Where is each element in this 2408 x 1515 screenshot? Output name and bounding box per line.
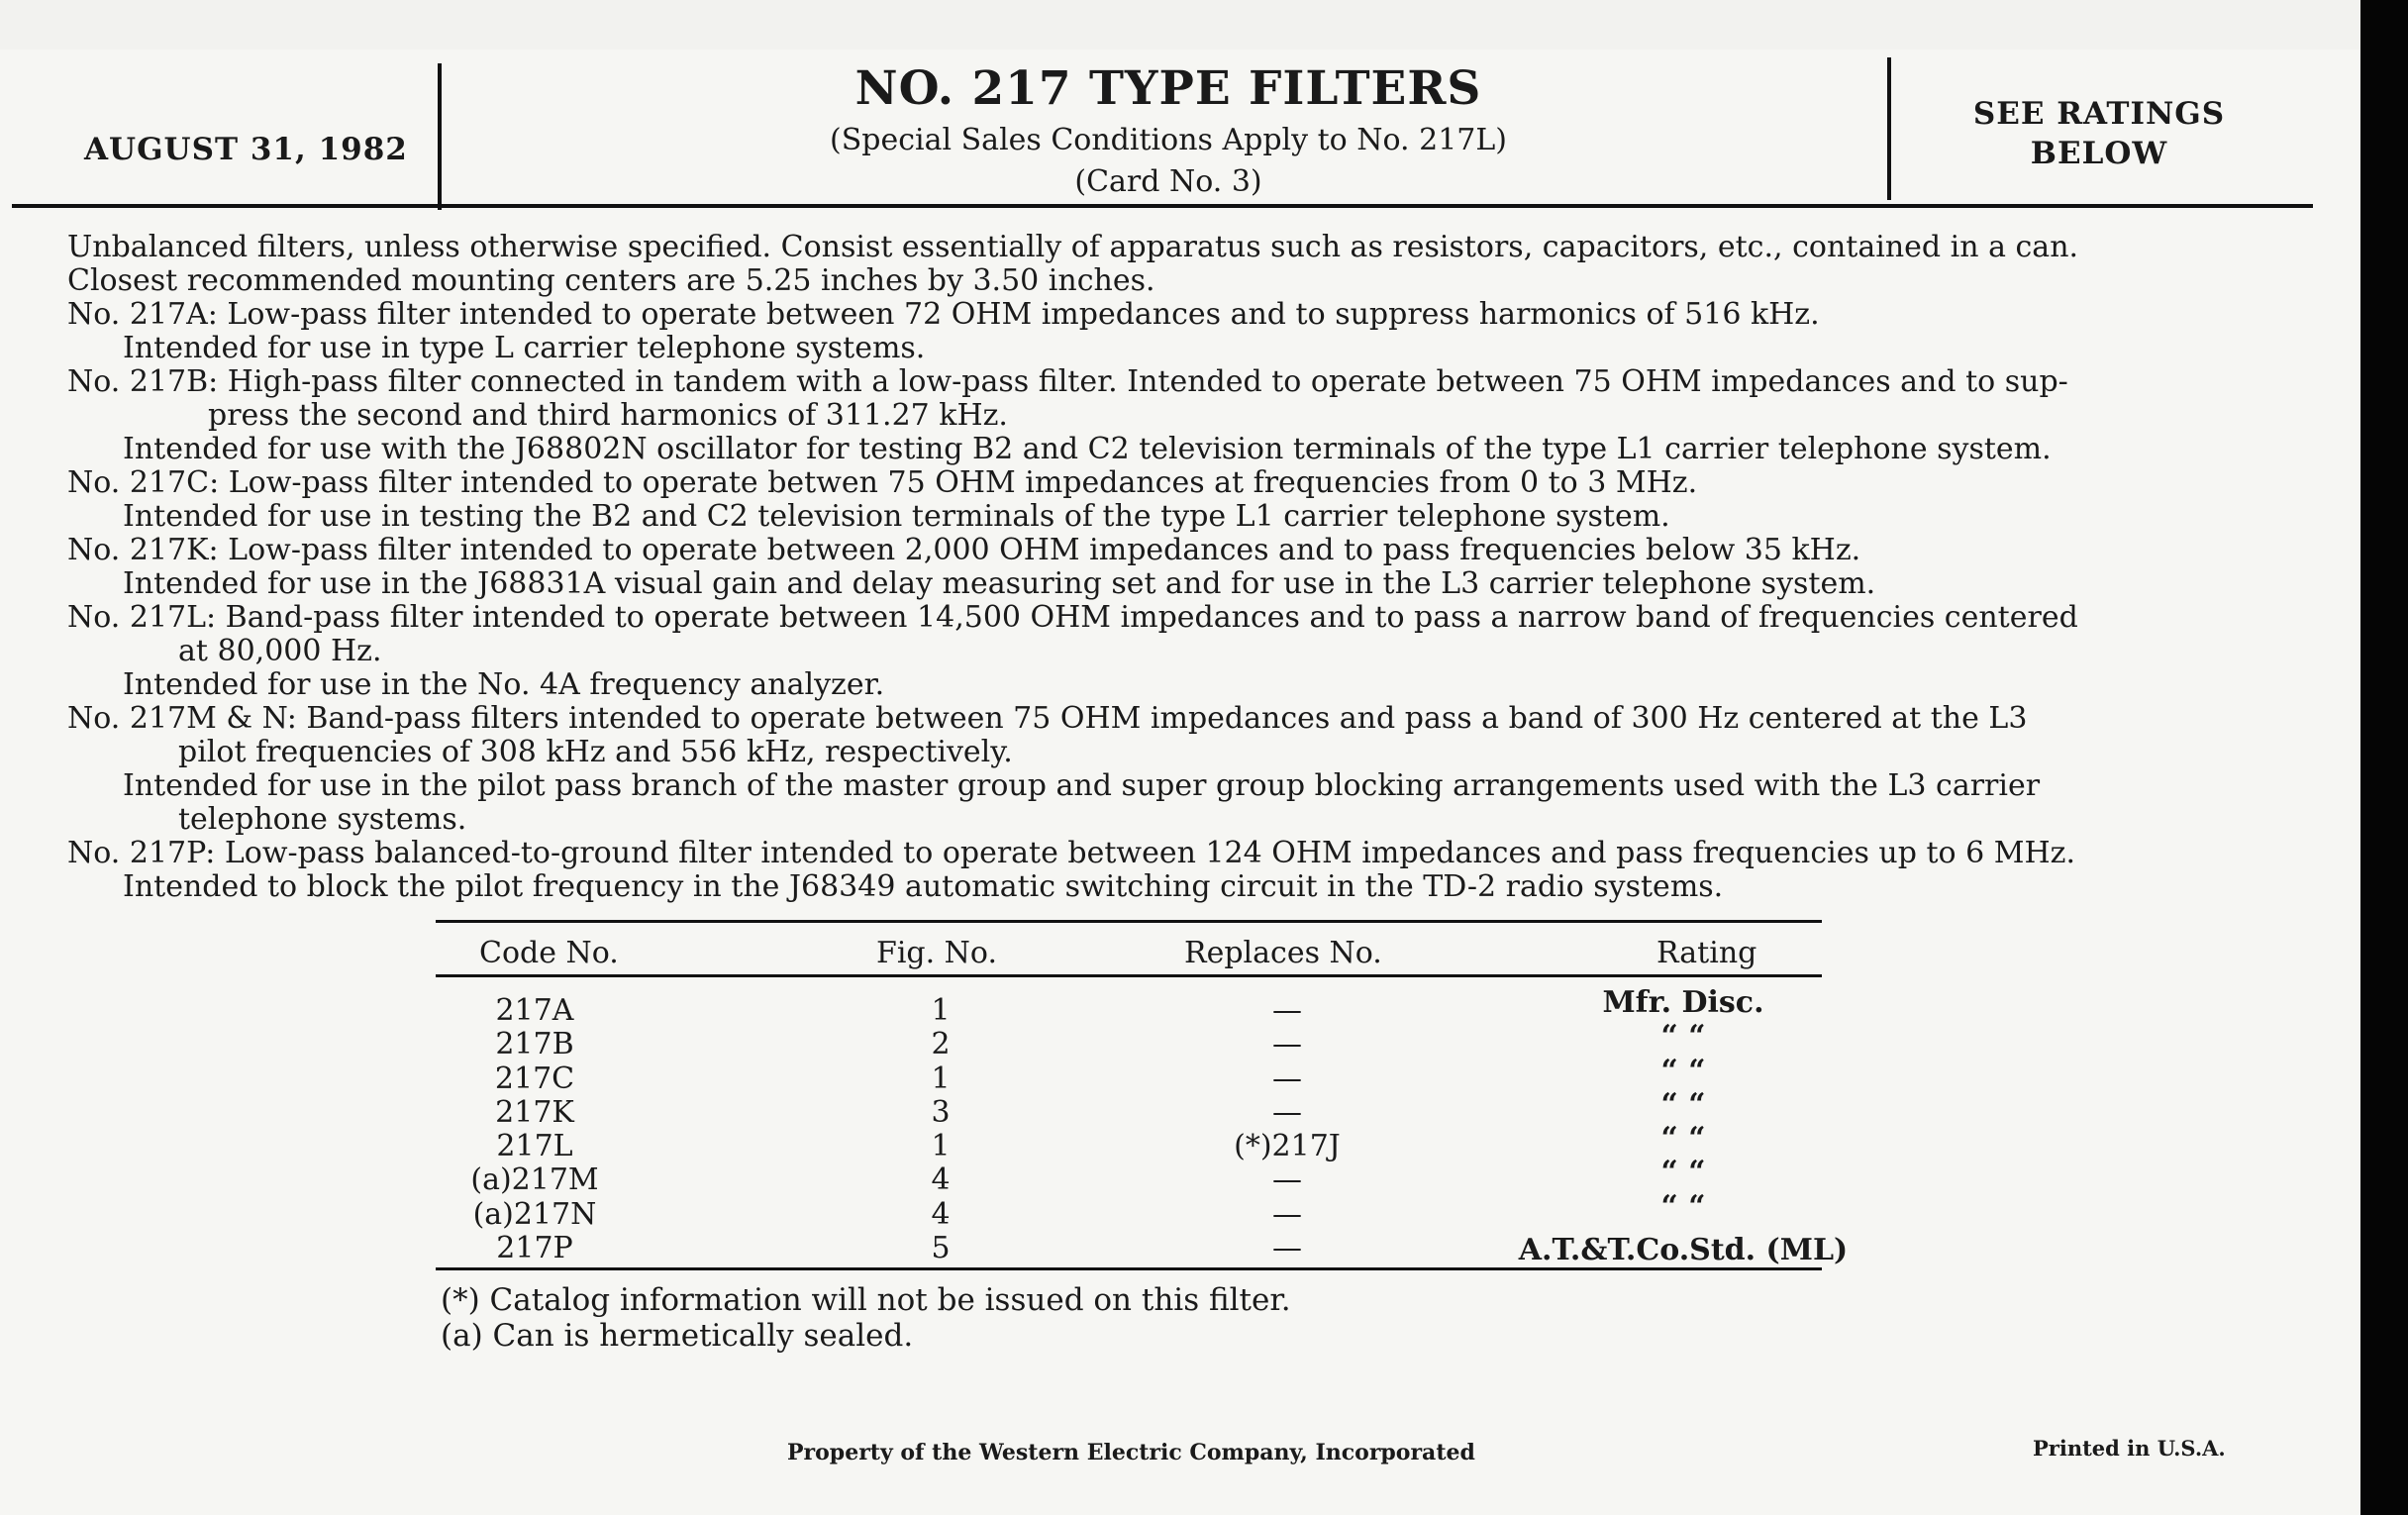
code-cell: 217C [494,1060,575,1096]
rating-cell: “ “ [1660,1121,1706,1157]
body-line: at 80,000 Hz. [178,634,382,668]
code-cell: 217B [495,1027,574,1062]
replaces-cell: — [1272,993,1302,1028]
fig-cell: 2 [931,1027,951,1062]
rating-cell: “ “ [1660,1086,1706,1122]
body-line: pilot frequencies of 308 kHz and 556 kHz, respectively. [178,735,1013,769]
body-line: Intended to block the pilot frequency in the J68349 automatic switching circuit in the TD-2 radio systems. [123,869,1724,904]
note-catalog: (*) Catalog information will not be issued on this filter. [441,1282,1291,1318]
table-bottom-rule [436,1267,1822,1270]
note-hermetic: (a) Can is hermetically sealed. [441,1318,914,1354]
code-cell: 217P [496,1231,573,1266]
table-notes [441,1282,1291,1354]
header-ratings [1891,94,2307,173]
col-header-fig: Fig. No. [876,936,998,970]
rating-cell: “ “ [1660,1155,1706,1190]
body-line: No. 217P: Low-pass balanced-to-ground filter intended to operate between 124 OHM impedances and pass frequencies up to 6 MHz. [67,836,2075,870]
body-line: Intended for use in testing the B2 and C2 television terminals of the type L1 carrier telephone system. [123,499,1670,534]
body-line: Closest recommended mounting centers are 5.25 inches by 3.50 inches. [67,263,1155,298]
replaces-cell: — [1272,1231,1302,1266]
body-line: press the second and third harmonics of 311.27 kHz. [208,398,1008,433]
body-line: Unbalanced filters, unless otherwise specified. Consist essentially of apparatus such as resistors, capacitors, etc., contained in a can. [67,230,2079,264]
replaces-cell: — [1272,1027,1302,1062]
body-line: No. 217L: Band-pass filter intended to operate between 14,500 OHM impedances and to pass a narrow band of frequencies centered [67,600,2078,635]
code-cell: 217L [496,1129,573,1164]
body-line: telephone systems. [178,802,467,837]
footer-property: Property of the Western Electric Company, Incorporated [787,1440,1475,1465]
footer-printed: Printed in U.S.A. [2033,1436,2226,1461]
subtitle-sales-conditions: (Special Sales Conditions Apply to No. 217L) [830,123,1507,157]
table-top-rule [436,920,1822,923]
top-strip [0,0,2360,50]
fig-column [891,994,990,1265]
fig-cell: 4 [931,1162,951,1198]
fig-cell: 4 [931,1196,951,1232]
body-line: No. 217A: Low-pass filter intended to operate between 72 OHM impedances and to suppress harmonics of 516 kHz. [67,297,1820,332]
header-divider-left [438,63,442,210]
page-title: NO. 217 TYPE FILTERS [854,61,1482,116]
fig-cell: 1 [931,1060,951,1096]
replaces-column [1198,994,1376,1265]
fig-cell: 1 [931,993,951,1028]
code-cell: (a)217N [472,1196,597,1232]
rating-cell: A.T.&T.Co.Std. (ML) [1518,1233,1849,1268]
ratings-line-1: SEE RATINGS [1972,96,2226,132]
rating-cell: “ “ [1660,1053,1706,1088]
code-cell: 217A [495,993,574,1028]
body-line: Intended for use in type L carrier telephone systems. [123,331,926,365]
table-header-rule [436,974,1822,977]
fig-cell: 1 [931,1129,951,1164]
ratings-line-2: BELOW [2030,136,2168,171]
fig-cell: 5 [931,1231,951,1266]
scan-edge [2360,0,2408,1515]
col-header-replaces: Replaces No. [1184,936,1382,970]
code-column [426,994,644,1265]
replaces-cell: — [1272,1094,1302,1130]
col-header-code: Code No. [479,936,619,970]
replaces-cell: — [1272,1162,1302,1198]
body-line: Intended for use in the J68831A visual gain and delay measuring set and for use in the L3 carrier telephone system. [123,566,1876,601]
body-line: Intended for use in the No. 4A frequency analyzer. [123,667,885,702]
card-date: AUGUST 31, 1982 [84,132,408,167]
rating-cell: Mfr. Disc. [1602,985,1764,1020]
code-cell: 217K [495,1094,574,1130]
code-cell: (a)217M [470,1162,599,1198]
rating-cell: “ “ [1660,1188,1706,1224]
body-line: Intended for use in the pilot pass branch of the master group and super group blocking arrangements used with the L3 carrier [123,768,2041,803]
body-line: Intended for use with the J68802N oscillator for testing B2 and C2 television terminals of the type L1 carrier telephone system. [123,432,2052,466]
replaces-cell: — [1272,1060,1302,1096]
replaces-cell: — [1272,1196,1302,1232]
rating-cell: “ “ [1660,1019,1706,1055]
body-line: No. 217M & N: Band-pass filters intended to operate between 75 OHM impedances and pass a band of 300 Hz centered at the L3 [67,701,2028,736]
body-line: No. 217B: High-pass filter connected in tandem with a low-pass filter. Intended to operate between 75 OHM impedances and to sup- [67,364,2068,399]
body-line: No. 217K: Low-pass filter intended to operate between 2,000 OHM impedances and to pass frequencies below 35 kHz. [67,533,1861,567]
header-rule [12,204,2313,208]
fig-cell: 3 [931,1094,951,1130]
col-header-rating: Rating [1656,936,1757,970]
body-line: No. 217C: Low-pass filter intended to operate betwen 75 OHM impedances at frequencies from 0 to 3 MHz. [67,465,1698,500]
subtitle-card-number: (Card No. 3) [1074,164,1262,199]
replaces-cell: (*)217J [1234,1129,1341,1164]
rating-column [1485,986,1881,1267]
